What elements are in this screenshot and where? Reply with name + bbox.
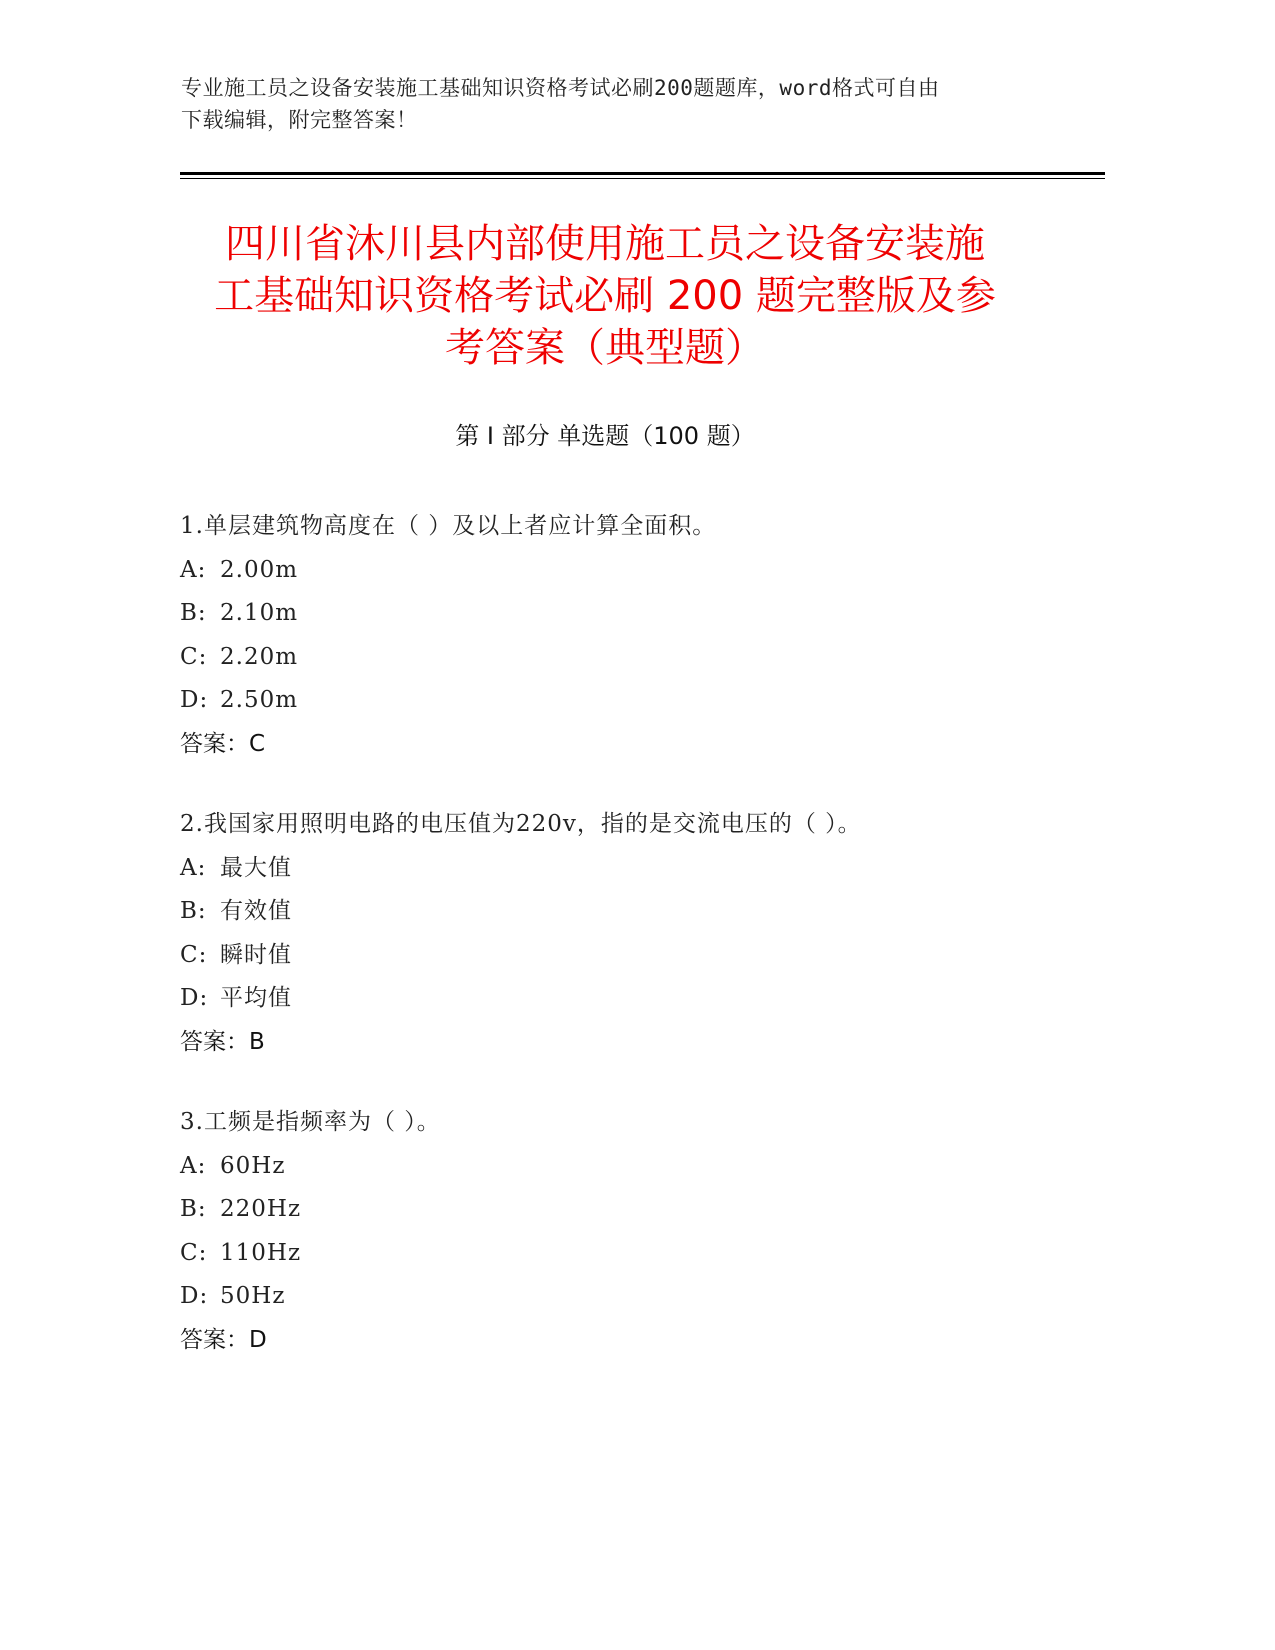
option-text: 2.00m (220, 556, 299, 583)
option-c (180, 934, 1100, 978)
header-line-1: 专业施工员之设备安装施工基础知识资格考试必刷200题题库，word格式可自由 (181, 76, 940, 100)
page-header (181, 72, 1061, 136)
option-a (180, 1145, 1100, 1189)
option-letter: C: (180, 643, 208, 670)
option-d (180, 1275, 1100, 1319)
section-title: 第 I 部分 单选题（100 题） (455, 422, 755, 450)
option-letter: D: (180, 985, 209, 1011)
header-divider-thin (180, 178, 1105, 179)
question-stem: 1.单层建筑物高度在（ ）及以上者应计算全面积。 (180, 513, 717, 539)
question-stem: 2.我国家用照明电路的电压值为220v，指的是交流电压的（ ）。 (180, 811, 862, 837)
question-stem: 3.工频是指频率为（ ）。 (180, 1109, 441, 1135)
option-letter: C: (180, 941, 208, 968)
document-title (160, 218, 1050, 374)
option-letter: C: (180, 1239, 208, 1266)
question-3 (180, 1101, 1100, 1362)
option-b (180, 592, 1100, 636)
option-b (180, 1188, 1100, 1232)
answer-line: 答案：D (180, 1326, 267, 1353)
option-a (180, 549, 1100, 593)
header-divider-thick (180, 172, 1105, 175)
option-text: 2.50m (220, 687, 299, 713)
option-a (180, 847, 1100, 891)
option-letter: D: (180, 1283, 209, 1309)
option-text: 2.20m (220, 643, 299, 670)
answer-line: 答案：B (180, 1028, 265, 1055)
option-letter: B: (180, 1196, 207, 1222)
question-1 (180, 505, 1100, 766)
answer-line: 答案：C (180, 730, 266, 757)
option-text: 最大值 (220, 854, 292, 881)
title-line-2: 工基础知识资格考试必刷 200 题完整版及参 (214, 273, 996, 319)
option-text: 有效值 (220, 898, 292, 924)
option-letter: A: (180, 1152, 207, 1179)
option-d (180, 679, 1100, 723)
option-text: 平均值 (220, 985, 292, 1011)
option-text: 2.10m (220, 600, 299, 626)
option-text: 瞬时值 (220, 941, 292, 968)
option-letter: A: (180, 854, 207, 881)
title-line-3: 考答案（典型题） (445, 325, 765, 371)
option-c (180, 636, 1100, 680)
option-text: 220Hz (220, 1196, 302, 1222)
question-2 (180, 803, 1100, 1064)
option-b (180, 890, 1100, 934)
option-text: 60Hz (220, 1152, 286, 1179)
option-d (180, 977, 1100, 1021)
option-letter: D: (180, 687, 209, 713)
option-text: 110Hz (220, 1239, 302, 1266)
title-line-1: 四川省沐川县内部使用施工员之设备安装施 (225, 221, 985, 267)
option-c (180, 1232, 1100, 1276)
question-list (180, 505, 1100, 1362)
option-letter: B: (180, 600, 207, 626)
option-text: 50Hz (220, 1283, 286, 1309)
header-line-2: 下载编辑，附完整答案！ (181, 108, 418, 132)
option-letter: A: (180, 556, 207, 583)
option-letter: B: (180, 898, 207, 924)
